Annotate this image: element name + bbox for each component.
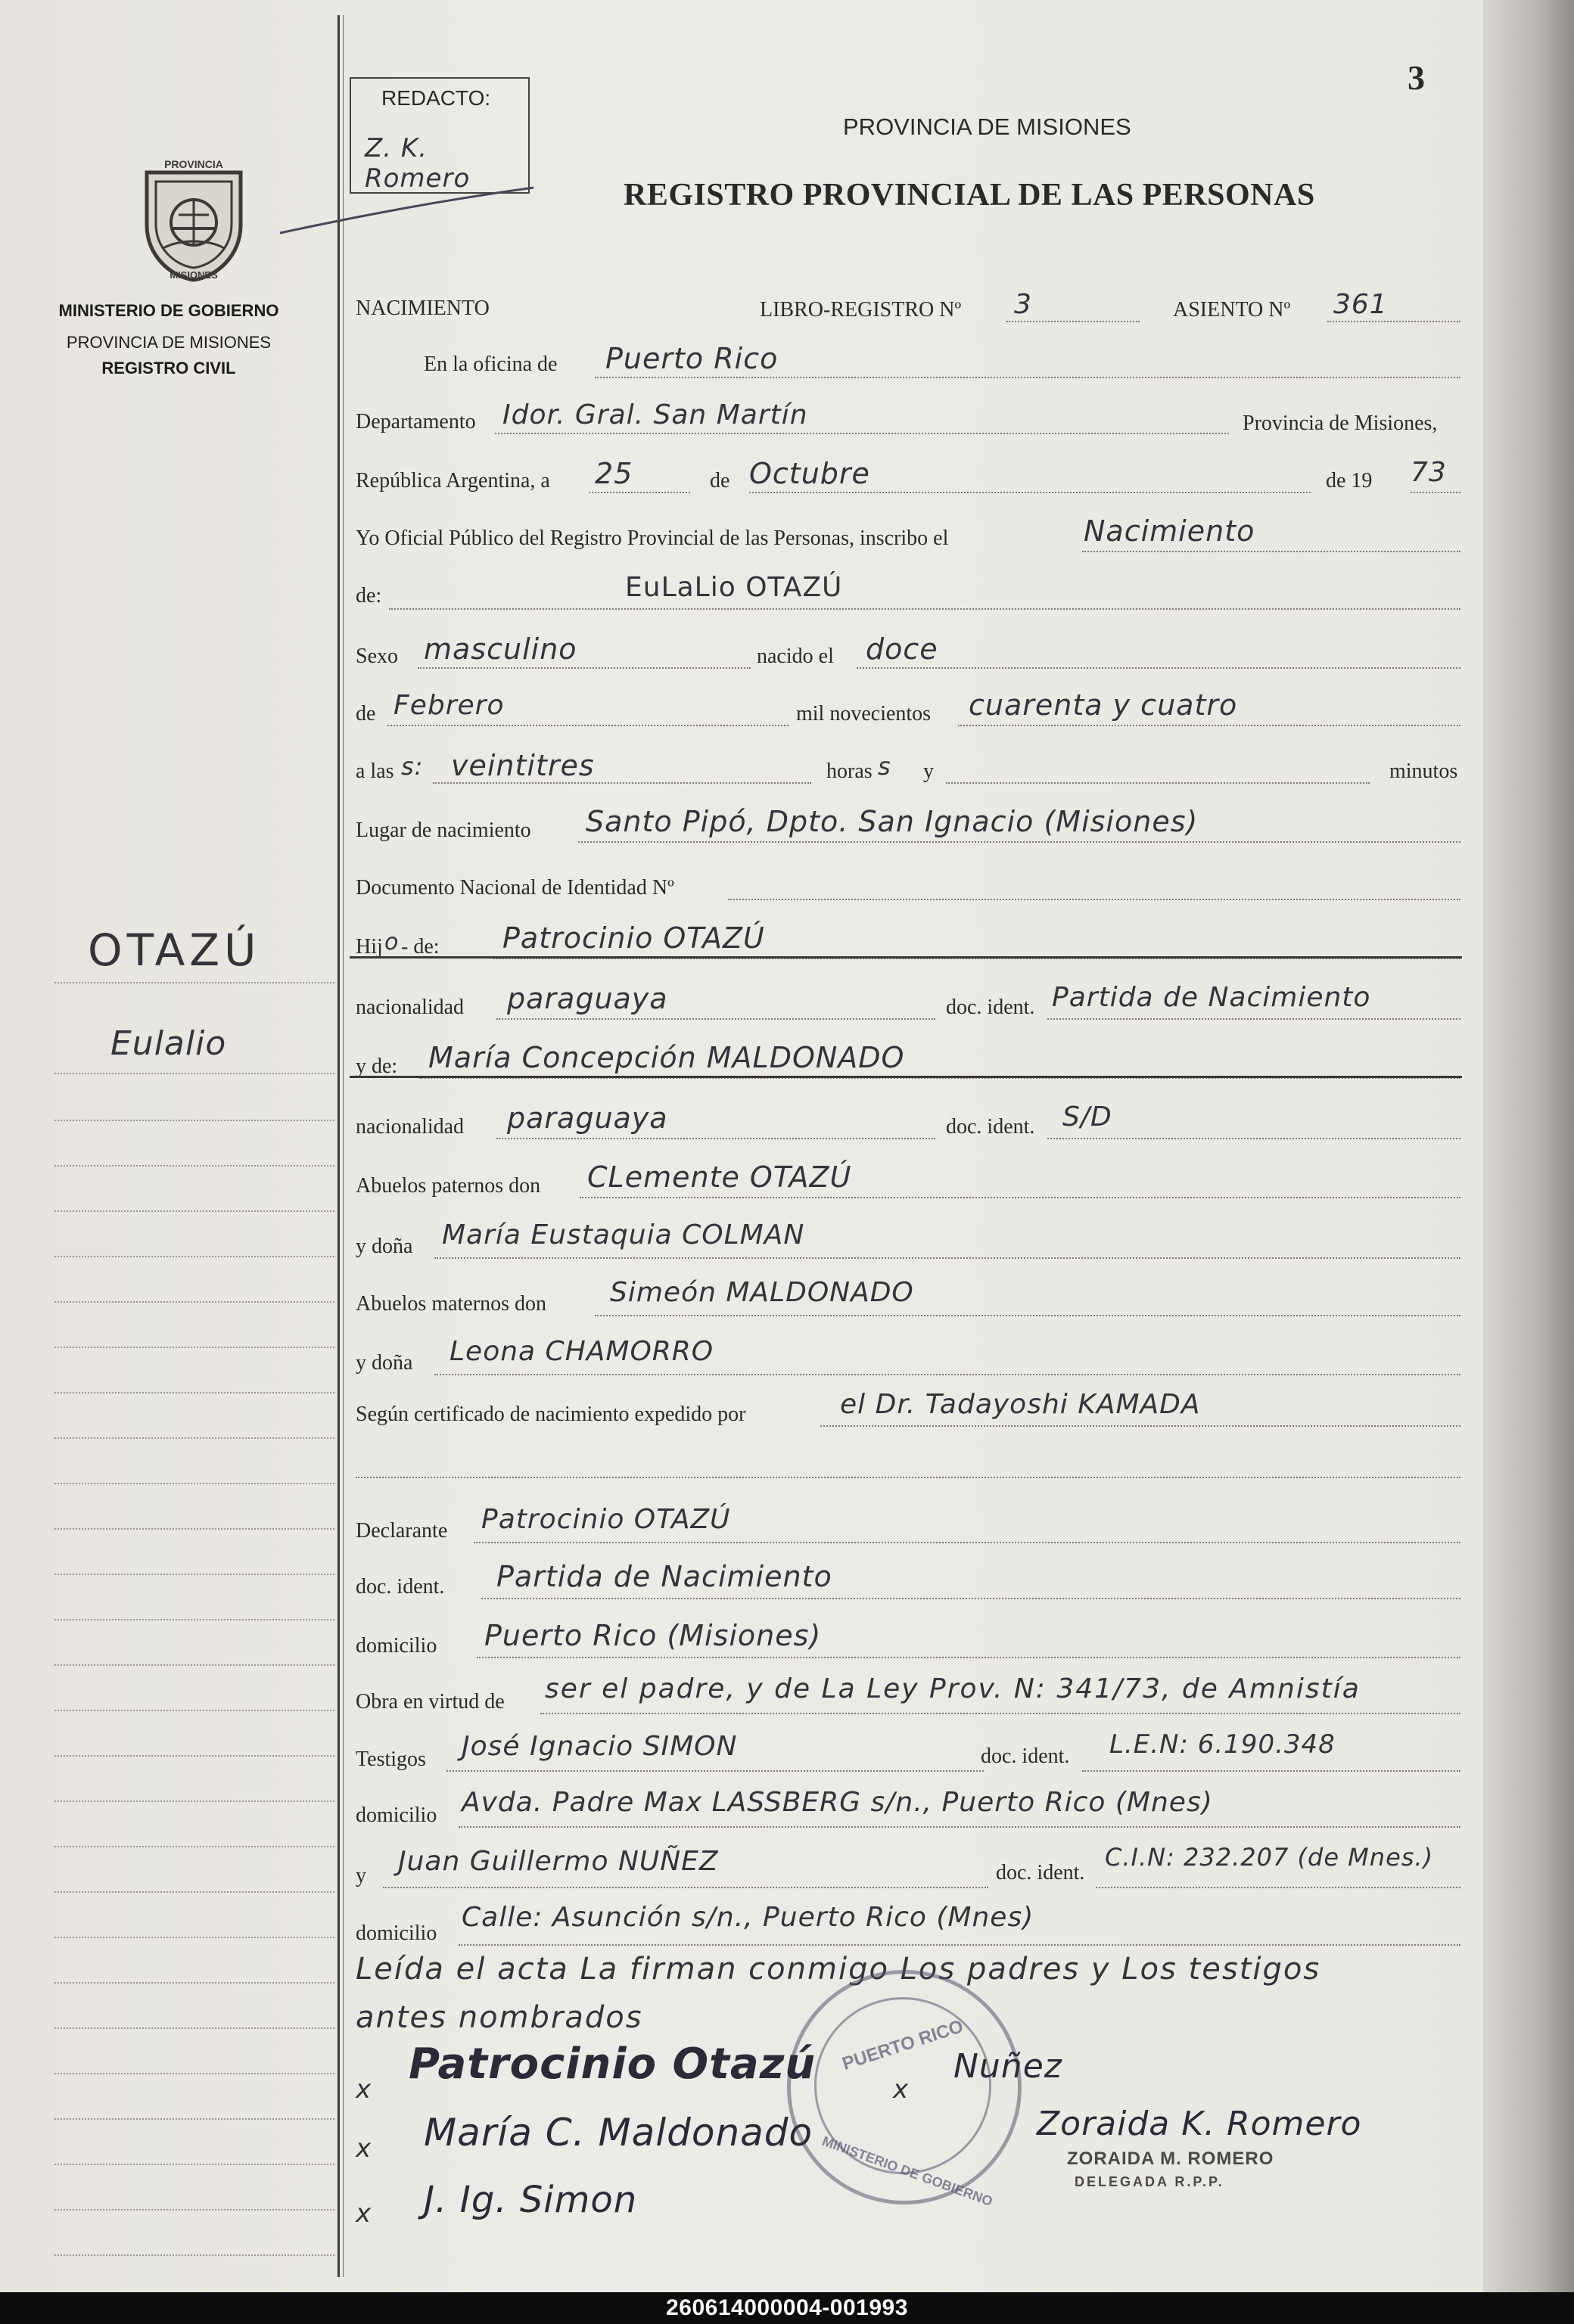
signature-2: María C. Maldonado	[424, 2111, 813, 2155]
testigo2-domicilio-label: domicilio	[356, 1922, 437, 1945]
redacto-box	[350, 77, 530, 194]
lugar-label: Lugar de nacimiento	[356, 819, 531, 842]
doc2-value: S/D	[1062, 1101, 1112, 1132]
redacto-stroke	[272, 180, 545, 241]
certificado-label: Según certificado de nacimiento expedido por	[356, 1403, 746, 1426]
nac-mes-de-label: de	[356, 702, 376, 725]
certificado-value: el Dr. Tadayoshi KAMADA	[840, 1389, 1201, 1420]
abuela-paterna-value: María Eustaquia COLMAN	[442, 1219, 805, 1251]
departamento-value: Idor. Gral. San Martín	[502, 399, 808, 430]
declarante-label: Declarante	[356, 1519, 448, 1543]
margin-surname: OTAZÚ	[88, 924, 261, 976]
leida-line1: Leída el acta La firman conmigo Los padres y Los testigos	[356, 1952, 1321, 1987]
testigo2-doc-value: C.I.N: 232.207 (de Mnes.)	[1105, 1843, 1434, 1872]
alas-label: a las	[356, 760, 394, 783]
testigo2-doc-label: doc. ident.	[996, 1861, 1085, 1884]
libro-value: 3	[1014, 289, 1032, 320]
hijo-de-label: - de:	[401, 935, 440, 958]
obra-label: Obra en virtud de	[356, 1690, 505, 1713]
asiento-label: ASIENTO Nº	[1173, 298, 1291, 322]
act-type-label: NACIMIENTO	[356, 297, 490, 320]
minutos-label: minutos	[1389, 760, 1458, 783]
yo-value: Nacimiento	[1084, 514, 1255, 548]
signature-4: Nuñez	[953, 2047, 1062, 2086]
declarante-domicilio-value: Puerto Rico (Misiones)	[484, 1619, 822, 1652]
horas-label: horas	[826, 760, 873, 783]
doc2-label: doc. ident.	[946, 1115, 1035, 1139]
nacido-value: doce	[866, 632, 938, 666]
testigo2-value: Juan Guillermo NUÑEZ	[398, 1846, 719, 1877]
anio-value: 73	[1411, 457, 1447, 488]
margin-rule-inner	[343, 15, 344, 2277]
declarante-doc-value: Partida de Nacimiento	[496, 1560, 832, 1593]
dni-label: Documento Nacional de Identidad Nº	[356, 876, 674, 899]
dia-value: 25	[595, 457, 633, 490]
testigo1-domicilio-value: Avda. Padre Max LASSBERG s/n., Puerto Rico (Mnes)	[462, 1787, 1213, 1818]
seal-top-text: PROVINCIA	[164, 158, 223, 170]
oficina-value: Puerto Rico	[605, 342, 779, 375]
testigo1-doc-label: doc. ident.	[981, 1745, 1070, 1768]
abuela-materna-value: Leona CHAMORRO	[449, 1336, 714, 1367]
abuela-materna-label: y doña	[356, 1351, 413, 1375]
declarante-domicilio-label: domicilio	[356, 1634, 437, 1658]
official-title: DELEGADA R.P.P.	[1075, 2174, 1224, 2189]
page-edge	[1483, 0, 1574, 2292]
official-name: ZORAIDA M. ROMERO	[1067, 2148, 1274, 2169]
nacionalidad2-label: nacionalidad	[356, 1115, 465, 1139]
image-caption: 260614000004-001993	[0, 2292, 1574, 2324]
madre-value: María Concepción MALDONADO	[428, 1041, 905, 1074]
abuelos-paternos-label: Abuelos paternos don	[356, 1174, 541, 1198]
left-header-line1: MINISTERIO DE GOBIERNO	[58, 301, 279, 320]
provincial-seal-icon	[133, 150, 254, 283]
padre-rule	[350, 956, 1462, 958]
testigo2-domicilio-value: Calle: Asunción s/n., Puerto Rico (Mnes)	[462, 1902, 1034, 1933]
abuela-paterna-label: y doña	[356, 1235, 413, 1258]
seal-bottom-text: MISIONES	[170, 269, 218, 281]
abuelos-maternos-value: Simeón MALDONADO	[610, 1277, 914, 1308]
anio-nac-value: cuarenta y cuatro	[969, 688, 1238, 722]
margin-given-name: Eulalio	[110, 1024, 227, 1063]
margin-rule	[338, 15, 340, 2277]
sexo-value: masculino	[424, 632, 577, 666]
signature-mark-4: x	[893, 2074, 910, 2105]
lugar-value: Santo Pipó, Dpto. San Ignacio (Misiones)	[586, 805, 1199, 838]
left-header-line3: REGISTRO CIVIL	[101, 359, 236, 377]
mes-nac-value: Febrero	[394, 690, 505, 721]
left-header-line2: PROVINCIA DE MISIONES	[66, 333, 272, 352]
testigo1-doc-value: L.E.N: 6.190.348	[1109, 1729, 1336, 1760]
asiento-value: 361	[1333, 289, 1388, 320]
signature-1: Patrocinio Otazú	[409, 2040, 817, 2089]
nacionalidad1-label: nacionalidad	[356, 996, 465, 1019]
stamp-text-top: PUERTO RICO	[839, 2015, 966, 2075]
testigo2-y-label: y	[356, 1864, 366, 1887]
yo-label: Yo Oficial Público del Registro Provincial de las Personas, inscribo el	[356, 527, 949, 550]
signature-mark-1: x	[356, 2074, 372, 2105]
madre-rule	[350, 1076, 1462, 1078]
obra-value: ser el padre, y de La Ley Prov. N: 341/73, de Amnistía	[545, 1673, 1361, 1704]
leida-line2: antes nombrados	[356, 2000, 643, 2035]
page-number: 3	[1408, 58, 1425, 97]
republica-label: República Argentina, a	[356, 469, 550, 492]
signature-mark-2: x	[356, 2133, 372, 2164]
persona-value: EuLaLio OTAZÚ	[625, 572, 843, 603]
hijo-label: Hij	[356, 935, 383, 958]
header-registry: REGISTRO PROVINCIAL DE LAS PERSONAS	[624, 178, 1315, 213]
libro-label: LIBRO-REGISTRO Nº	[760, 298, 962, 322]
padre-value: Patrocinio OTAZÚ	[502, 921, 765, 955]
nacionalidad2-value: paraguaya	[507, 1101, 668, 1135]
y-minutos-label: y	[923, 760, 934, 783]
redacto-signature: Z. K. Romero	[365, 133, 471, 194]
hora-value: veintitres	[451, 749, 595, 782]
madre-label: y de:	[356, 1055, 398, 1078]
provincia-suffix: Provincia de Misiones,	[1243, 412, 1438, 435]
declarante-value: Patrocinio OTAZÚ	[481, 1504, 731, 1535]
sexo-label: Sexo	[356, 645, 398, 668]
horas-suffix: s	[878, 752, 891, 781]
abuelos-paternos-value: CLemente OTAZÚ	[587, 1160, 852, 1194]
testigo1-value: José Ignacio SIMON	[462, 1731, 738, 1762]
signature-mark-3: x	[356, 2198, 372, 2229]
stamp-text-bottom: MINISTERIO DE GOBIERNO	[820, 2133, 995, 2210]
header-province: PROVINCIA DE MISIONES	[843, 113, 1131, 140]
alas-prefix: s:	[401, 752, 424, 781]
declarante-doc-label: doc. ident.	[356, 1575, 445, 1599]
anio-label: de 19	[1326, 469, 1373, 492]
persona-de-label: de:	[356, 584, 382, 607]
doc1-value: Partida de Nacimiento	[1052, 982, 1371, 1013]
official-signature: Zoraida K. Romero	[1037, 2105, 1362, 2143]
mil-label: mil novecientos	[796, 702, 932, 725]
abuelos-maternos-label: Abuelos maternos don	[356, 1292, 546, 1316]
mes-de-label: de	[710, 469, 730, 492]
signature-3: J. Ig. Simon	[424, 2179, 638, 2221]
mes-value: Octubre	[749, 457, 870, 490]
oficina-label: En la oficina de	[424, 353, 558, 376]
nacido-label: nacido el	[757, 645, 834, 668]
departamento-label: Departamento	[356, 410, 476, 433]
testigo1-domicilio-label: domicilio	[356, 1804, 437, 1827]
nacionalidad1-value: paraguaya	[507, 982, 668, 1015]
testigos-label: Testigos	[356, 1748, 426, 1771]
hijo-suffix: o	[384, 929, 400, 955]
redacto-label: REDACTO:	[381, 86, 491, 110]
doc1-label: doc. ident.	[946, 996, 1035, 1019]
